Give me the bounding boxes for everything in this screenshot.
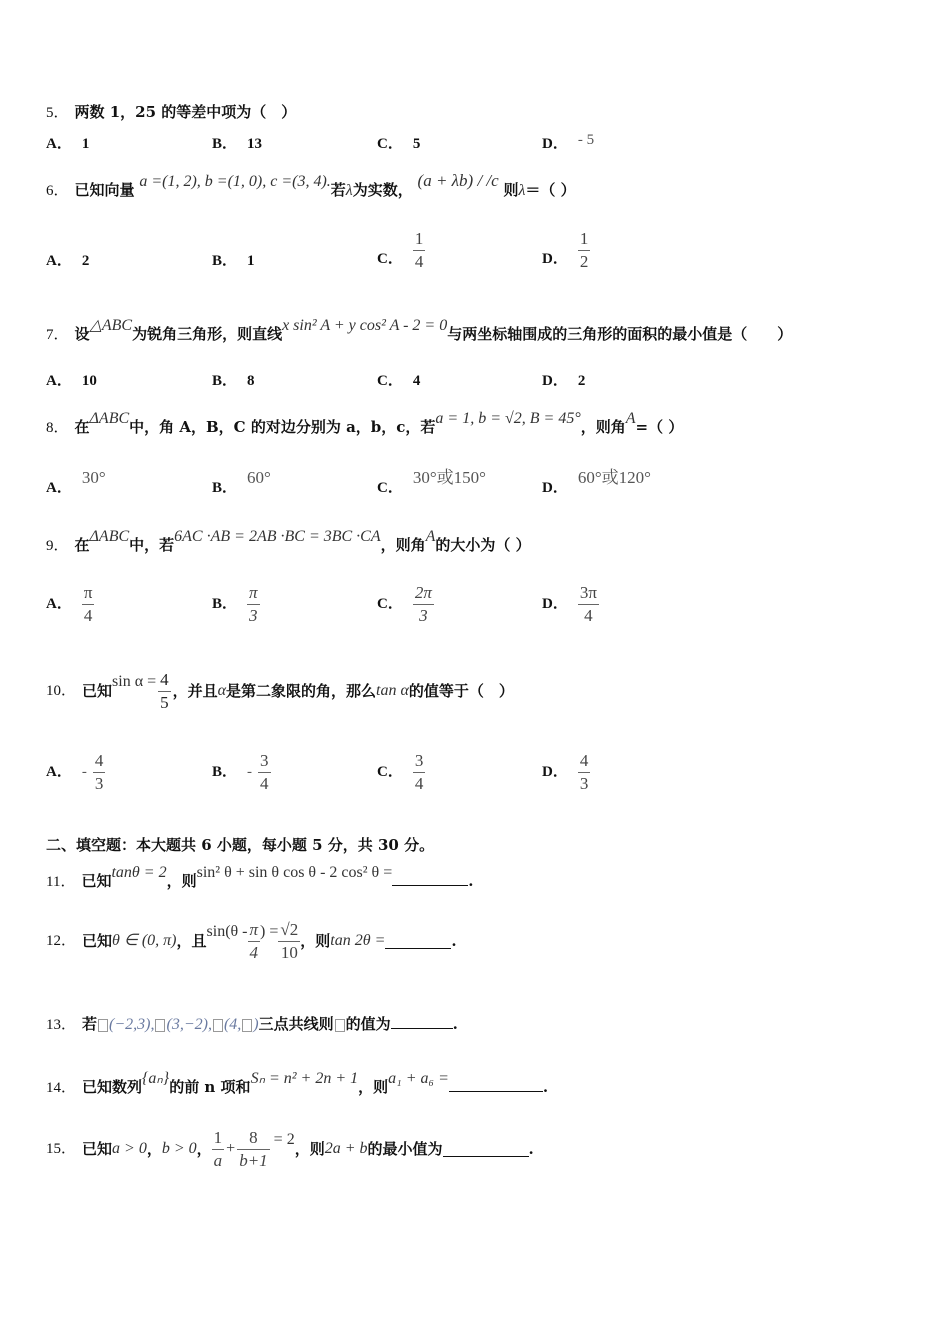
question-text: 在	[74, 418, 90, 436]
math-expression: tanθ = 2	[111, 864, 167, 881]
fraction: $\frac{√2}{10}$	[280, 919, 299, 962]
math-expression: 2a + b	[324, 1140, 368, 1158]
question-text: ，	[146, 1140, 162, 1158]
question-text: .	[451, 932, 457, 950]
option-d: D． $\frac{4}{3}$	[542, 751, 589, 793]
question-number: 14．	[46, 1080, 77, 1096]
missing-glyph-icon	[242, 1019, 252, 1032]
fraction: $\frac{3}{4}$	[414, 751, 424, 793]
question-text: ，并且	[172, 682, 218, 700]
option-b: B． 1	[212, 253, 255, 269]
question-text: ，则角	[580, 418, 626, 436]
question-6	[46, 171, 910, 200]
question-text: ，则	[358, 1078, 389, 1096]
fraction: $\frac{4}{3}$	[579, 751, 589, 793]
question-8	[46, 410, 910, 437]
question-text: ，则角	[380, 536, 426, 554]
question-number: 8．	[46, 420, 69, 436]
answer-blank[interactable]	[443, 1142, 529, 1157]
question-text: ，则	[300, 932, 331, 950]
question-10	[46, 668, 910, 714]
question-text: .	[468, 872, 474, 890]
option-b: B． - $\frac{3}{4}$	[212, 751, 269, 793]
question-text: 的大小为（ ）	[435, 536, 531, 554]
question-text: 已知	[82, 1140, 113, 1158]
question-text: 两数 1，25 的等差中项为（ ）	[74, 103, 297, 121]
question-text: 三点共线则	[258, 1015, 334, 1033]
fraction: $\frac{\pi}{4}$	[249, 919, 259, 962]
option-b: B． 60°	[212, 468, 271, 497]
question-number: 15．	[46, 1141, 77, 1157]
option-d: D． $\frac{3\pi}{4}$	[542, 583, 597, 625]
question-text: 已知	[82, 932, 113, 950]
answer-blank[interactable]	[385, 934, 451, 949]
math-expression: ) =	[260, 923, 279, 941]
math-expression: (3,−2),	[166, 1016, 212, 1033]
fraction: $\frac{3}{4}$	[260, 751, 269, 793]
question-text: 为锐角三角形，则直线	[132, 325, 283, 343]
question-12	[46, 918, 910, 964]
question-text: 已知	[82, 682, 113, 700]
math-expression: b > 0	[161, 1140, 197, 1158]
math-symbol: +	[226, 1140, 236, 1158]
question-9-options	[46, 584, 910, 634]
fraction: $\frac{1}{a}$	[213, 1127, 223, 1170]
question-text: .	[528, 1140, 534, 1158]
math-expression: a =(1, 2), b =(1, 0), c =(3, 4).	[139, 173, 331, 190]
question-text: .	[452, 1015, 458, 1033]
math-expression: a > 0	[112, 1140, 147, 1158]
option-a: A． - $\frac{4}{3}$	[46, 751, 104, 793]
math-expression: a₁ + a₆ =	[388, 1070, 449, 1087]
option-a: A． 1	[46, 136, 90, 152]
option-b: B． $\frac{\pi}{3}$	[212, 583, 258, 625]
question-number: 11．	[46, 874, 76, 890]
fraction: $\frac{8}{b+1}$	[239, 1127, 268, 1170]
question-text: 已知	[81, 872, 112, 890]
option-c: C． 5	[377, 136, 421, 152]
math-expression: (4,	[223, 1016, 242, 1033]
question-text: 为实数，	[352, 181, 413, 199]
math-symbol: A	[425, 528, 436, 545]
math-expression: x sin² A + y cos² A - 2 = 0	[282, 317, 448, 334]
question-text: ＝（ ）	[525, 181, 576, 199]
fraction: $\frac{4}{5}$	[160, 669, 169, 712]
question-text: 的前 n 项和	[169, 1078, 251, 1096]
option-c: C． $\frac{2\pi}{3}$	[377, 583, 432, 625]
question-text: 已知向量	[74, 181, 135, 199]
question-14	[46, 1070, 910, 1097]
question-text: 设	[74, 325, 90, 343]
option-c: C． 4	[377, 373, 421, 389]
math-symbol: α	[217, 682, 227, 700]
option-d: D． - 5	[542, 132, 595, 152]
question-text: 则	[503, 181, 519, 199]
question-11	[46, 864, 910, 891]
missing-glyph-icon	[213, 1019, 223, 1032]
question-10-options	[46, 752, 910, 802]
fraction: $\frac{1}{4}$	[414, 229, 424, 271]
fraction: $\frac{3\pi}{4}$	[579, 583, 597, 625]
fraction: $\frac{\pi}{4}$	[83, 583, 93, 625]
question-7-options	[46, 372, 910, 412]
question-5-options	[46, 132, 910, 175]
fraction: $\frac{\pi}{3}$	[249, 583, 258, 625]
question-13	[46, 1014, 910, 1034]
question-number: 13．	[46, 1017, 77, 1033]
math-expression: = 2	[273, 1131, 295, 1149]
math-symbol: A	[625, 410, 636, 427]
question-text: ，则	[294, 1140, 325, 1158]
math-expression: )	[253, 1016, 259, 1033]
option-a: A． 30°	[46, 468, 106, 497]
math-expression: 6AC ·AB = 2AB ·BC = 3BC ·CA	[174, 528, 381, 545]
option-d: D． 2	[542, 373, 586, 389]
question-number: 10．	[46, 683, 77, 699]
option-b: B． 8	[212, 373, 255, 389]
question-text: 中，若	[129, 536, 175, 554]
option-b: B． 13	[212, 136, 263, 152]
missing-glyph-icon	[98, 1019, 108, 1032]
question-text: 的值为	[345, 1015, 391, 1033]
fraction: $\frac{4}{3}$	[94, 751, 104, 793]
question-number: 7．	[46, 327, 69, 343]
math-expression: tan 2θ =	[330, 932, 386, 950]
missing-glyph-icon	[155, 1019, 165, 1032]
math-expression: {aₙ}	[142, 1070, 170, 1087]
math-symbol: λ	[518, 182, 526, 199]
math-expression: (a + λb) / /c	[417, 171, 499, 190]
section-title: 二、填空题：本大题共 6 小题，每小题 5 分，共 30 分。	[46, 836, 435, 854]
answer-blank[interactable]	[449, 1077, 543, 1092]
question-text: ，	[196, 1140, 212, 1158]
answer-blank[interactable]	[391, 1014, 453, 1029]
question-text: 的值等于（ ）	[408, 682, 514, 700]
option-d: D． $\frac{1}{2}$	[542, 229, 589, 271]
question-number: 5．	[46, 105, 69, 121]
math-expression: sin(θ -	[206, 923, 248, 941]
math-symbol: λ	[345, 182, 353, 199]
question-15	[46, 1124, 910, 1174]
question-text: 若	[82, 1015, 98, 1033]
section-heading	[46, 836, 910, 854]
question-text: 在	[74, 536, 90, 554]
option-a: A． 2	[46, 253, 90, 269]
question-text: 中，角 A，B，C 的对边分别为 a，b，c，若	[129, 418, 436, 436]
option-d: D． 60°或120°	[542, 468, 651, 497]
math-expression: Sₙ = n² + 2n + 1	[250, 1070, 359, 1087]
option-c: C． $\frac{3}{4}$	[377, 751, 424, 793]
question-text: ，则	[166, 872, 197, 890]
math-expression: sin² θ + sin θ cos θ - 2 cos² θ =	[196, 864, 393, 881]
question-text: 与两坐标轴围成的三角形的面积的最小值是（ ）	[447, 325, 793, 343]
question-text: .	[542, 1078, 549, 1096]
question-5	[46, 103, 910, 122]
math-expression: ΔABC	[89, 528, 130, 545]
question-text: 若	[330, 181, 346, 199]
question-7	[46, 317, 910, 344]
question-6-options	[46, 230, 910, 280]
question-text: 的最小值为	[367, 1140, 443, 1158]
answer-blank[interactable]	[392, 871, 468, 886]
math-expression: tan α	[376, 682, 409, 700]
question-text: 已知数列	[82, 1078, 143, 1096]
math-expression: a = 1, b = √2, B = 45°	[435, 410, 581, 427]
question-number: 9．	[46, 538, 69, 554]
math-expression: θ ∈ (0, π)	[112, 932, 177, 950]
missing-glyph-icon	[335, 1019, 345, 1032]
question-text: =（ ）	[635, 418, 684, 436]
option-a: A． $\frac{\pi}{4}$	[46, 583, 93, 625]
question-number: 12．	[46, 933, 77, 949]
option-a: A． 10	[46, 373, 97, 389]
question-8-options	[46, 468, 910, 518]
question-text: ，且	[176, 932, 207, 950]
question-text: 是第二象限的角，那么	[226, 682, 377, 700]
math-expression: (−2,3),	[109, 1016, 155, 1033]
fraction: $\frac{2\pi}{3}$	[414, 583, 432, 625]
option-c: C． $\frac{1}{4}$	[377, 229, 424, 271]
question-9	[46, 528, 910, 555]
fraction: $\frac{1}{2}$	[579, 229, 589, 271]
option-c: C． 30°或150°	[377, 468, 486, 497]
question-number: 6．	[46, 183, 69, 199]
math-expression: sin α =	[112, 673, 157, 691]
math-expression: △ABC	[89, 317, 133, 334]
math-expression: ΔABC	[89, 410, 130, 427]
